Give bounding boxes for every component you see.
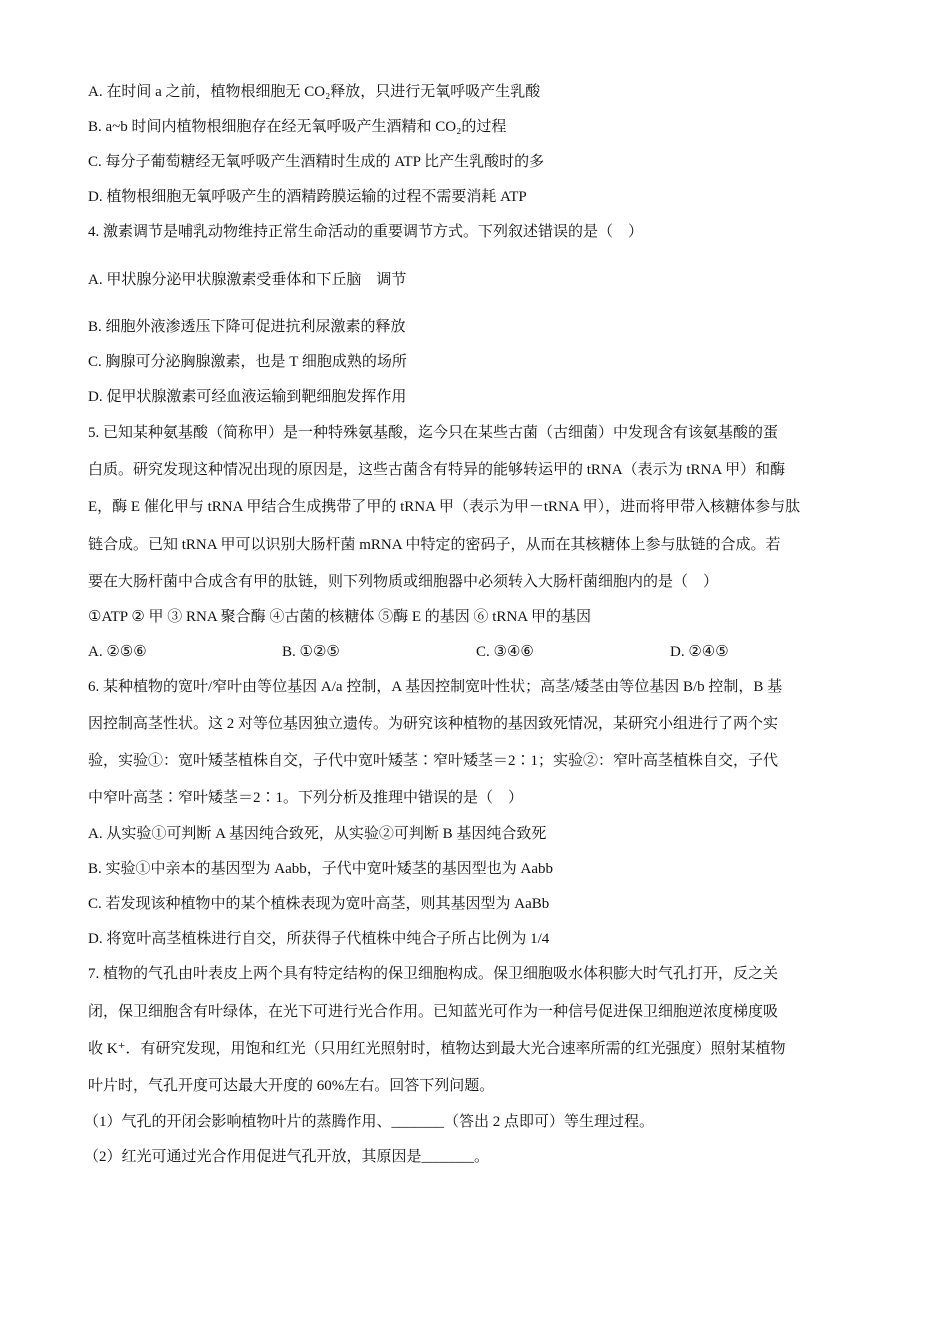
q3-option-c: C. 每分子葡萄糖经无氧呼吸产生酒精时生成的 ATP 比产生乳酸时的多 xyxy=(88,154,545,170)
q4-stem: 4. 激素调节是哺乳动物维持正常生命活动的重要调节方式。下列叙述错误的是（ ） xyxy=(88,224,644,240)
q5-line-1: 5. 已知某种氨基酸（简称甲）是一种特殊氨基酸，迄今只在某些古菌（古细菌）中发现含有该氨基酸的蛋 xyxy=(88,425,779,441)
q4-option-b: B. 细胞外液渗透压下降可促进抗利尿激素的释放 xyxy=(88,319,406,335)
q5-option-b: B. ①②⑤ xyxy=(282,644,340,660)
q7-subquestion-1: （1）气孔的开闭会影响植物叶片的蒸腾作用、_______（答出 2 点即可）等生理过程。 xyxy=(84,1114,655,1130)
q4-option-a: A. 甲状腺分泌甲状腺激素受垂体和下丘脑 调节 xyxy=(88,272,407,288)
q6-option-c: C. 若发现该种植物中的某个植株表现为宽叶高茎，则其基因型为 AaBb xyxy=(88,896,550,912)
q7-line-4: 叶片时，气孔开度可达最大开度的 60%左右。回答下列问题。 xyxy=(88,1078,495,1094)
q7-line-1: 7. 植物的气孔由叶表皮上两个具有特定结构的保卫细胞构成。保卫细胞吸水体积膨大时气孔打开，反之关 xyxy=(88,966,779,982)
q3-option-a: A. 在时间 a 之前，植物根细胞无 CO₂释放，只进行无氧呼吸产生乳酸 xyxy=(88,84,541,100)
q5-option-d: D. ②④⑤ xyxy=(670,644,729,660)
q7-line-3: 收 K⁺．有研究发现，用饱和红光（只用红光照射时，植物达到最大光合速率所需的红光强度）照射某植物 xyxy=(88,1041,786,1057)
q5-option-c: C. ③④⑥ xyxy=(476,644,534,660)
q3-option-d: D. 植物根细胞无氧呼吸产生的酒精跨膜运输的过程不需要消耗 ATP xyxy=(88,189,527,205)
q5-line-3: E，酶 E 催化甲与 tRNA 甲结合生成携带了甲的 tRNA 甲（表示为甲－tRNA 甲），进而将甲带入核糖体参与肽 xyxy=(88,499,801,515)
q5-line-2: 白质。研究发现这种情况出现的原因是，这些古菌含有特异的能够转运甲的 tRNA（表示为 tRNA 甲）和酶 xyxy=(88,462,786,478)
q5-option-a: A. ②⑤⑥ xyxy=(88,644,147,660)
q7-line-2: 闭，保卫细胞含有叶绿体，在光下可进行光合作用。已知蓝光可作为一种信号促进保卫细胞逆浓度梯度吸 xyxy=(88,1004,779,1020)
q5-line-4: 链合成。已知 tRNA 甲可以识别大肠杆菌 mRNA 中特定的密码子，从而在其核糖体上参与肽链的合成。若 xyxy=(88,537,781,553)
q6-line-3: 验，实验①：宽叶矮茎植株自交，子代中宽叶矮茎∶窄叶矮茎＝2∶1；实验②：窄叶高茎植株自交，子代 xyxy=(88,753,779,769)
q6-option-b: B. 实验①中亲本的基因型为 Aabb，子代中宽叶矮茎的基因型也为 Aabb xyxy=(88,861,553,877)
q6-line-4: 中窄叶高茎∶窄叶矮茎＝2∶1。下列分析及推理中错误的是（ ） xyxy=(88,790,524,806)
q4-option-c: C. 胸腺可分泌胸腺激素，也是 T 细胞成熟的场所 xyxy=(88,354,407,370)
q6-option-a: A. 从实验①可判断 A 基因纯合致死，从实验②可判断 B 基因纯合致死 xyxy=(88,826,547,842)
q7-subquestion-2: （2）红光可通过光合作用促进气孔开放，其原因是_______。 xyxy=(84,1149,490,1165)
q6-line-1: 6. 某种植物的宽叶/窄叶由等位基因 A/a 控制，A 基因控制宽叶性状；高茎/矮茎由等位基因 B/b 控制，B 基 xyxy=(88,679,783,695)
q4-option-d: D. 促甲状腺激素可经血液运输到靶细胞发挥作用 xyxy=(88,389,407,405)
q3-option-b: B. a~b 时间内植物根细胞存在经无氧呼吸产生酒精和 CO₂的过程 xyxy=(88,119,507,135)
q6-option-d: D. 将宽叶高茎植株进行自交，所获得子代植株中纯合子所占比例为 1/4 xyxy=(88,931,550,947)
q5-line-5: 要在大肠杆菌中合成含有甲的肽链，则下列物质或细胞器中必须转入大肠杆菌细胞内的是（ ） xyxy=(88,574,719,590)
q6-line-2: 因控制高茎性状。这 2 对等位基因独立遗传。为研究该种植物的基因致死情况，某研究小组进行了两个实 xyxy=(88,716,779,732)
q5-line-6: ①ATP ② 甲 ③ RNA 聚合酶 ④古菌的核糖体 ⑤酶 E 的基因 ⑥ tRNA 甲的基因 xyxy=(88,609,592,625)
